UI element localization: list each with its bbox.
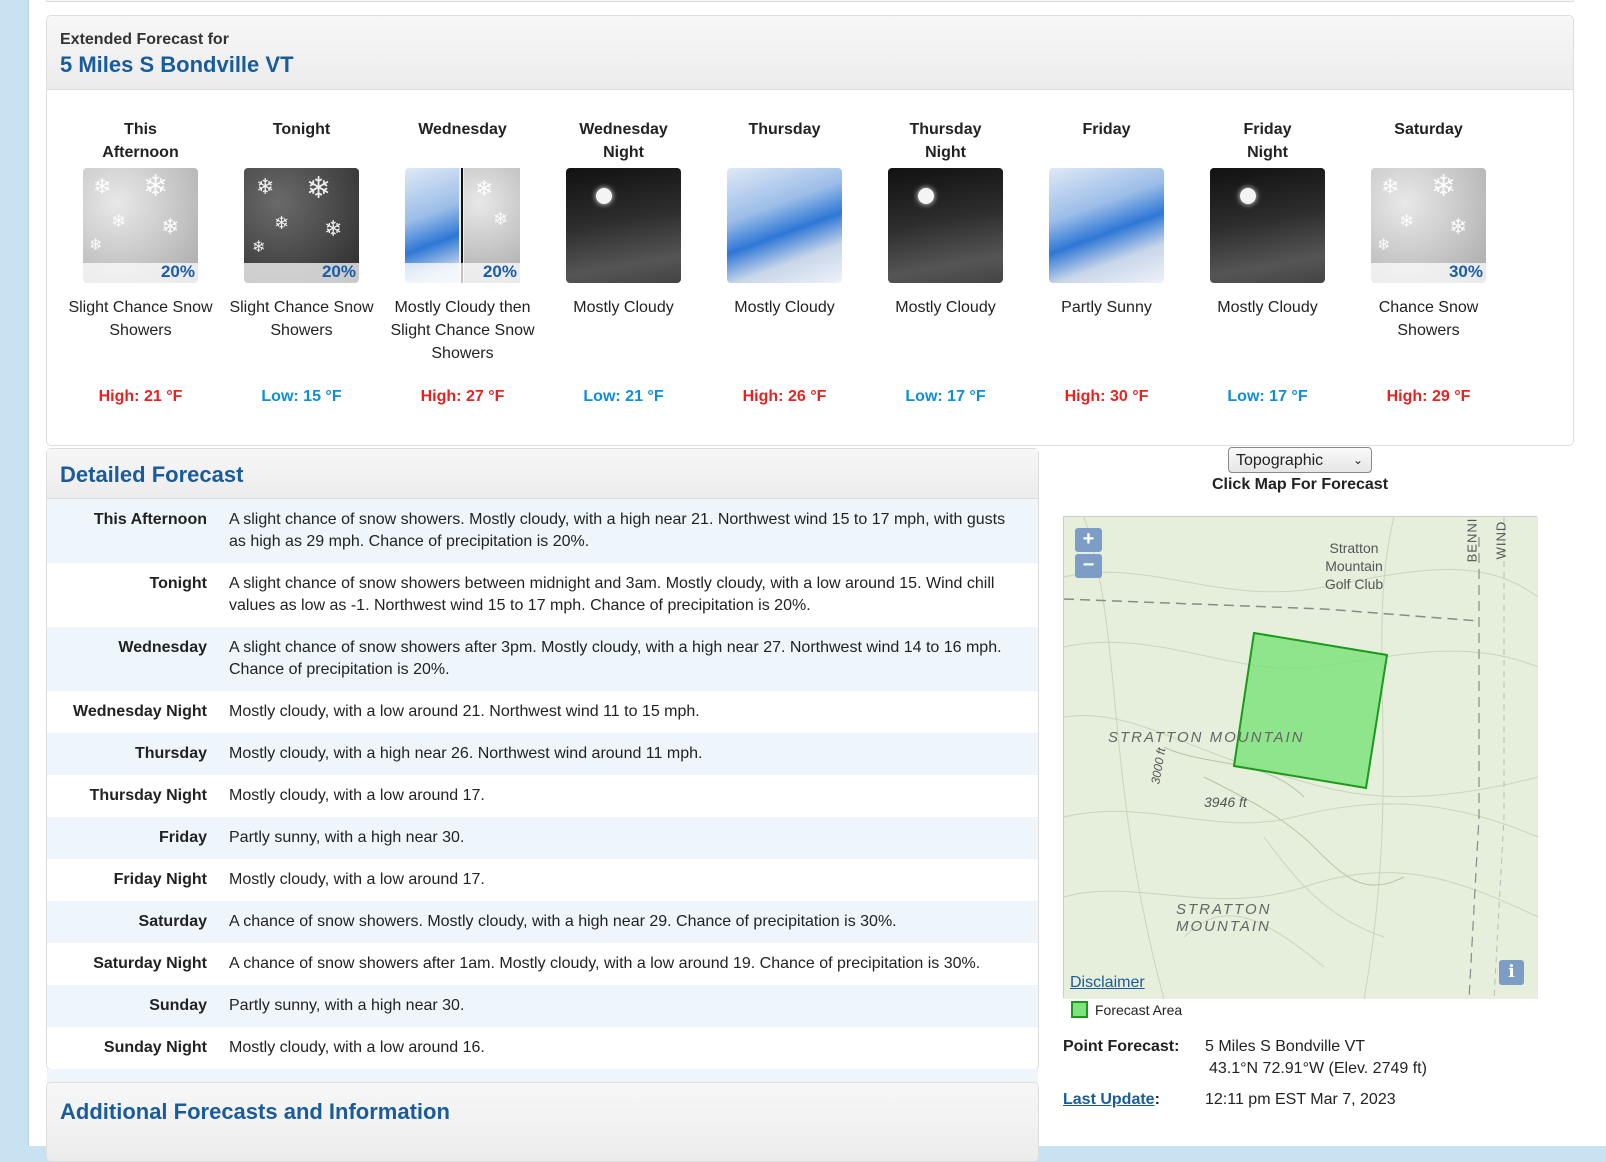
map-label-road: WIND	[1493, 520, 1509, 560]
map-legend	[1071, 1001, 1182, 1018]
zoom-in-button[interactable]: +	[1075, 528, 1102, 552]
cloudy-then-snow-icon[interactable]: ❄ ❄ 20%	[405, 168, 520, 283]
temperature: Low: 21 °F	[583, 388, 664, 405]
temperature: Low: 17 °F	[905, 388, 986, 405]
temperature: High: 27 °F	[420, 388, 505, 405]
table-row	[47, 943, 1038, 985]
point-forecast-label: Point Forecast:	[1063, 1038, 1180, 1055]
row-label: Sunday Night	[103, 1039, 207, 1056]
map-hint: Click Map For Forecast	[1211, 476, 1389, 493]
short-forecast: Mostly Cloudy	[895, 299, 996, 316]
map-label-road: BENNI	[1464, 517, 1480, 563]
table-row	[47, 627, 1038, 691]
table-row	[47, 775, 1038, 817]
map-label-peak-elevation: 3946 ft	[1204, 794, 1247, 810]
period-name: Saturday	[1394, 121, 1463, 138]
extended-forecast-panel	[46, 15, 1574, 446]
period-name: Tonight	[272, 121, 331, 138]
snow-showers-day-icon[interactable]: ❄ ❄ ❄ ❄ ❄ 30%	[1371, 168, 1486, 283]
short-forecast: Mostly Cloudy then Slight Chance Snow Showers	[390, 299, 535, 362]
row-text: Mostly cloudy, with a high near 26. Northwest wind around 11 mph.	[229, 745, 703, 762]
temperature: High: 29 °F	[1386, 388, 1471, 405]
zoom-out-button[interactable]: −	[1075, 554, 1102, 578]
precip-chance: 30%	[1448, 262, 1483, 281]
row-label: This Afternoon	[93, 511, 207, 528]
table-row	[47, 691, 1038, 733]
period-name: Thursday	[748, 121, 821, 138]
period-name: Wednesday	[418, 121, 507, 138]
period-card[interactable]	[1185, 118, 1350, 406]
mostly-cloudy-night-icon[interactable]	[888, 168, 1003, 283]
forecast-area-swatch	[1071, 1001, 1088, 1018]
mostly-cloudy-night-icon[interactable]	[566, 168, 681, 283]
short-forecast: Partly Sunny	[1061, 299, 1152, 316]
disclaimer-link[interactable]: Disclaimer	[1070, 974, 1145, 991]
temperature: High: 21 °F	[98, 388, 183, 405]
chevron-down-icon: ⌄	[1352, 453, 1363, 467]
table-row	[47, 985, 1038, 1027]
period-card[interactable]	[219, 118, 384, 406]
row-label: Tonight	[149, 575, 207, 592]
period-card[interactable]	[1024, 118, 1189, 406]
additional-forecasts-title: Additional Forecasts and Information	[46, 1082, 1039, 1162]
period-card[interactable]	[58, 118, 223, 406]
table-row	[47, 817, 1038, 859]
period-name: Friday	[1082, 121, 1131, 138]
row-text: Mostly cloudy, with a low around 16.	[229, 1039, 485, 1056]
extended-forecast-location: 5 Miles S Bondville VT	[60, 52, 294, 77]
row-label: Saturday	[138, 913, 207, 930]
map-label-mountain: STRATTON MOUNTAIN	[1108, 729, 1305, 746]
detailed-forecast-panel	[46, 448, 1039, 1070]
last-update-link[interactable]: Last Update	[1063, 1091, 1155, 1108]
row-label: Thursday	[134, 745, 207, 762]
map-label-mountain-south: STRATTON MOUNTAIN	[1176, 901, 1272, 935]
period-name: Thursday Night	[909, 121, 982, 161]
detailed-forecast-table	[47, 499, 1038, 1111]
temperature: High: 26 °F	[742, 388, 827, 405]
row-text: A chance of snow showers after 1am. Mostly cloudy, with a low around 19. Chance of precipitation is 30%.	[229, 955, 981, 972]
row-text: A slight chance of snow showers. Mostly cloudy, with a high near 21. Northwest wind 15 to 17 mph, with gusts as high as 29 mph. Chance of precipitation is 20%.	[229, 511, 1006, 550]
table-row	[47, 901, 1038, 943]
last-update-label: Last Update:	[1063, 1091, 1160, 1108]
point-forecast-location: 5 Miles S Bondville VT	[1205, 1038, 1366, 1055]
map-type-value: Topographic	[1236, 452, 1324, 469]
map-type-select[interactable]	[1228, 447, 1372, 473]
mostly-cloudy-day-icon[interactable]	[727, 168, 842, 283]
map-label-contour: 3000 ft	[1148, 746, 1169, 786]
row-text: A slight chance of snow showers after 3pm. Mostly cloudy, with a high near 27. Northwest wind 14 to 16 mph. Chance of precipitation is 20%.	[229, 639, 1002, 678]
short-forecast: Chance Snow Showers	[1378, 299, 1479, 339]
short-forecast: Mostly Cloudy	[1217, 299, 1318, 316]
row-label: Friday Night	[113, 871, 207, 888]
row-label: Friday	[158, 829, 207, 846]
extended-forecast-label: Extended Forecast for	[60, 31, 229, 48]
period-name: This Afternoon	[102, 121, 179, 161]
precip-chance: 20%	[160, 262, 195, 281]
temperature: High: 30 °F	[1064, 388, 1149, 405]
temperature: Low: 17 °F	[1227, 388, 1308, 405]
row-text: Mostly cloudy, with a low around 17.	[229, 787, 485, 804]
period-name: Friday Night	[1243, 121, 1292, 161]
forecast-map[interactable]	[1063, 516, 1537, 998]
short-forecast: Slight Chance Snow Showers	[68, 299, 213, 339]
row-text: Partly sunny, with a high near 30.	[229, 829, 465, 846]
partly-sunny-icon[interactable]	[1049, 168, 1164, 283]
temperature: Low: 15 °F	[261, 388, 342, 405]
table-row	[47, 859, 1038, 901]
extended-forecast-header	[47, 16, 1573, 90]
period-card[interactable]	[863, 118, 1028, 406]
info-icon[interactable]: i	[1499, 960, 1524, 985]
short-forecast: Mostly Cloudy	[734, 299, 835, 316]
period-card[interactable]	[702, 118, 867, 406]
row-label: Wednesday Night	[73, 703, 207, 720]
row-text: Mostly cloudy, with a low around 21. Northwest wind 11 to 15 mph.	[229, 703, 700, 720]
last-update-value: 12:11 pm EST Mar 7, 2023	[1205, 1091, 1396, 1108]
snow-showers-night-icon[interactable]: ❄ ❄ ❄ ❄ ❄ 20%	[244, 168, 359, 283]
period-name: Wednesday Night	[579, 121, 668, 161]
row-label: Thursday Night	[89, 787, 207, 804]
mostly-cloudy-night-icon[interactable]	[1210, 168, 1325, 283]
table-row	[47, 1027, 1038, 1069]
legend-label: Forecast Area	[1095, 1001, 1183, 1018]
precip-chance: 20%	[482, 262, 517, 281]
snow-showers-day-icon[interactable]: ❄ ❄ ❄ ❄ ❄ 20%	[83, 168, 198, 283]
period-card[interactable]	[541, 118, 706, 406]
precip-chance: 20%	[321, 262, 356, 281]
point-forecast-coords: 43.1°N 72.91°W (Elev. 2749 ft)	[1209, 1060, 1427, 1077]
row-label: Sunday	[149, 997, 207, 1014]
short-forecast: Mostly Cloudy	[573, 299, 674, 316]
short-forecast: Slight Chance Snow Showers	[229, 299, 374, 339]
table-row	[47, 733, 1038, 775]
table-row	[47, 499, 1038, 563]
row-text: Partly sunny, with a high near 30.	[229, 997, 465, 1014]
row-label: Saturday Night	[93, 955, 207, 972]
table-row	[47, 563, 1038, 627]
row-label: Wednesday	[118, 639, 207, 656]
map-label-golf: Stratton Mountain Golf Club	[1324, 540, 1384, 592]
period-card[interactable]	[1346, 118, 1511, 406]
row-text: A chance of snow showers. Mostly cloudy, with a high near 29. Chance of precipitation is 30%.	[229, 913, 897, 930]
detailed-forecast-title: Detailed Forecast	[47, 449, 1038, 499]
map-zoom-controls	[1075, 528, 1102, 580]
top-strip	[46, 0, 1574, 2]
period-card[interactable]	[380, 118, 545, 406]
row-text: A slight chance of snow showers between midnight and 3am. Mostly cloudy, with a low around 15. Wind chill values as low as -1. Northwest wind 15 to 17 mph. Chance of precipitation is 20%.	[229, 575, 995, 614]
row-text: Mostly cloudy, with a low around 17.	[229, 871, 485, 888]
